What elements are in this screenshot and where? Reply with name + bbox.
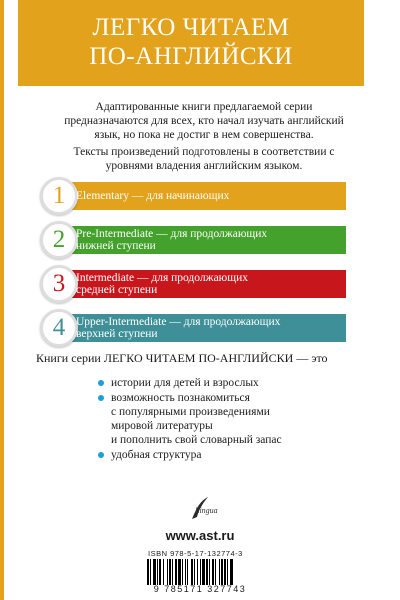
level-label	[76, 312, 340, 344]
level-label-line2: средней ступени	[76, 284, 158, 296]
level-item-1	[40, 180, 346, 212]
series-title-line1: ЛЕГКО ЧИТАЕМ	[92, 14, 290, 41]
barcode-bar	[209, 559, 210, 585]
level-number-badge: 4	[40, 309, 78, 347]
bullet-dot-icon	[98, 452, 104, 458]
feature-text: мировой литературы	[111, 420, 213, 432]
series-title-line2: ПО-АНГЛИЙСКИ	[89, 43, 293, 70]
barcode-bar	[212, 559, 214, 585]
level-label-line2: нижней ступени	[76, 240, 156, 252]
barcode-bar	[147, 559, 149, 585]
logo-text: Lingua	[195, 506, 218, 515]
level-label-line1: Intermediate — для продолжающих	[76, 271, 249, 284]
left-accent-stripe	[0, 0, 4, 600]
barcode-bar	[169, 559, 171, 585]
barcode-bar	[182, 559, 183, 585]
barcode-bar	[224, 559, 226, 585]
barcode-bar	[197, 559, 198, 585]
level-label-line1: Pre-Intermediate — для продолжающих	[76, 227, 268, 240]
feature-text: удобная структура	[111, 449, 202, 461]
barcode-bar	[227, 559, 228, 585]
level-label	[76, 180, 340, 212]
level-label	[76, 224, 340, 256]
bullet-dot-icon	[98, 395, 104, 401]
feature-list-item	[100, 448, 350, 462]
feature-text: и пополнить свой словарный запас	[111, 434, 282, 446]
level-label-line2: верхней ступени	[76, 328, 158, 340]
barcode-bar	[187, 559, 188, 585]
level-label	[76, 268, 340, 300]
level-number-badge: 2	[40, 221, 78, 259]
barcode-bar	[202, 559, 205, 585]
level-label-line1: Elementary — для начинающих	[76, 189, 230, 202]
barcode-number: 9 785171 327743	[153, 584, 247, 594]
barcode-bar	[219, 559, 220, 585]
bullet-dot-icon	[98, 380, 104, 386]
barcode-bar	[178, 559, 181, 585]
barcode-icon	[145, 559, 257, 587]
barcode-bar	[150, 559, 151, 585]
barcode-bar	[191, 559, 193, 585]
barcode-bar	[215, 559, 216, 585]
barcode-bar	[200, 559, 201, 585]
intro-paragraph-1: Адаптированные книги предлагаемой серии предназначаются для всех, кто начал изучать английский язык, но пока не достиг в нем совершенства.	[64, 101, 344, 141]
header-banner	[18, 0, 364, 86]
feature-text: возможность познакомиться	[111, 392, 250, 404]
barcode-bar	[157, 559, 158, 585]
barcode-bar	[167, 559, 168, 585]
barcode-bar	[163, 559, 164, 585]
series-description-heading: Книги серии ЛЕГКО ЧИТАЕМ ПО-АНГЛИЙСКИ — это	[36, 351, 328, 365]
level-item-4	[40, 312, 346, 344]
feature-text: с популярными произведениями	[111, 406, 270, 418]
barcode-bar	[194, 559, 195, 585]
level-item-3	[40, 268, 346, 300]
level-number-badge: 3	[40, 265, 78, 303]
barcode-bar	[175, 559, 177, 585]
barcode-bar	[153, 559, 156, 585]
intro-paragraph-2: Тексты произведений подготовлены в соответствии с уровнями владения английским языком.	[73, 146, 335, 172]
publisher-website[interactable]: www.ast.ru	[165, 528, 235, 543]
barcode-bar	[185, 559, 186, 585]
level-item-2	[40, 224, 346, 256]
barcode-bar	[159, 559, 161, 585]
lingua-logo-icon	[186, 495, 218, 523]
feature-list	[100, 376, 350, 463]
feature-list-item	[100, 376, 350, 390]
barcode-bar	[206, 559, 208, 585]
level-number-badge: 1	[40, 177, 78, 215]
barcode-bar	[230, 559, 233, 585]
level-label-line1: Upper-Intermediate — для продолжающих	[76, 315, 281, 328]
barcode-bar	[172, 559, 173, 585]
isbn-label: ISBN 978-5-17-132774-3	[148, 549, 243, 558]
feature-list-item	[100, 391, 350, 447]
barcode-bar	[221, 559, 223, 585]
feature-text: истории для детей и взрослых	[111, 377, 259, 389]
